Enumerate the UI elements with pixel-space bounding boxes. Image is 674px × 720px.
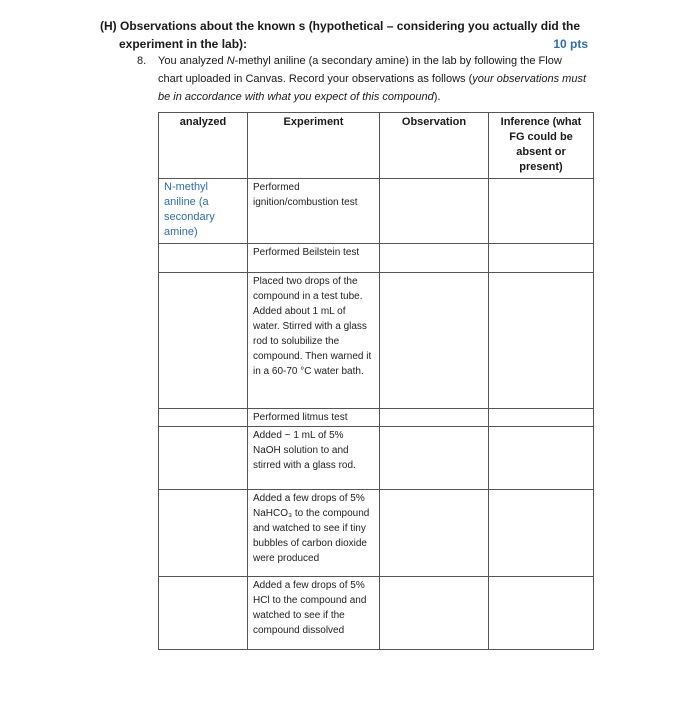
inference-cell[interactable] xyxy=(489,273,594,409)
table-row xyxy=(159,244,594,273)
inference-cell[interactable] xyxy=(489,427,594,490)
observation-cell[interactable] xyxy=(380,409,489,427)
analyzed-cell xyxy=(159,490,248,577)
table-row xyxy=(159,490,594,577)
question-8 xyxy=(137,52,587,106)
observation-cell[interactable] xyxy=(380,179,489,244)
question-text: You analyzed N-methyl aniline (a secondary amine) in the lab by following the Flow chart uploaded in Canvas. Record your observations as follows (your observations must be in accordance with what you expect of this compound). xyxy=(158,55,586,103)
section-heading xyxy=(100,17,600,53)
experiment-cell: Performed litmus test xyxy=(248,409,380,427)
analyzed-cell xyxy=(159,409,248,427)
header-analyzed: analyzed xyxy=(159,113,248,179)
header-inference: Inference (what FG could be absent or present) xyxy=(489,113,594,179)
table-header-row xyxy=(159,113,594,179)
observation-cell[interactable] xyxy=(380,490,489,577)
section-title-line2: experiment in the lab): xyxy=(119,37,248,51)
observations-table xyxy=(158,112,594,650)
inference-cell[interactable] xyxy=(489,244,594,273)
inference-cell[interactable] xyxy=(489,409,594,427)
experiment-cell: Placed two drops of the compound in a test tube. Added about 1 mL of water. Stirred with a glass rod to solubilize the compound. Then warned it in a 60-70 °C water bath. xyxy=(248,273,380,409)
observation-cell[interactable] xyxy=(380,427,489,490)
header-experiment: Experiment xyxy=(248,113,380,179)
experiment-cell: Added a few drops of 5% NaHCO₃ to the compound and watched to see if tiny bubbles of carbon dioxide were produced xyxy=(248,490,380,577)
points-label: 10 pts xyxy=(553,37,588,51)
inference-cell[interactable] xyxy=(489,490,594,577)
table-row xyxy=(159,577,594,650)
observation-cell[interactable] xyxy=(380,244,489,273)
question-number: 8. xyxy=(137,55,147,67)
analyzed-cell xyxy=(159,273,248,409)
analyzed-cell xyxy=(159,427,248,490)
observation-cell[interactable] xyxy=(380,273,489,409)
compound-cell: N-methyl aniline (a secondary amine) xyxy=(159,179,248,244)
experiment-cell: Added a few drops of 5% HCl to the compound and watched to see if the compound dissolved xyxy=(248,577,380,650)
table-row xyxy=(159,273,594,409)
experiment-cell: Performed Beilstein test xyxy=(248,244,380,273)
table-row xyxy=(159,179,594,244)
experiment-cell: Performed ignition/combustion test xyxy=(248,179,380,244)
question-note: your observations must be in accordance with what you expect of this compound xyxy=(158,73,586,103)
table-row xyxy=(159,427,594,490)
section-title-line1: (H) Observations about the known s (hypothetical – considering you actually did the xyxy=(100,19,581,33)
inference-cell[interactable] xyxy=(489,577,594,650)
header-observation: Observation xyxy=(380,113,489,179)
inference-cell[interactable] xyxy=(489,179,594,244)
experiment-cell: Added ~ 1 mL of 5% NaOH solution to and stirred with a glass rod. xyxy=(248,427,380,490)
observation-cell[interactable] xyxy=(380,577,489,650)
analyzed-cell xyxy=(159,244,248,273)
table-row xyxy=(159,409,594,427)
analyzed-cell xyxy=(159,577,248,650)
